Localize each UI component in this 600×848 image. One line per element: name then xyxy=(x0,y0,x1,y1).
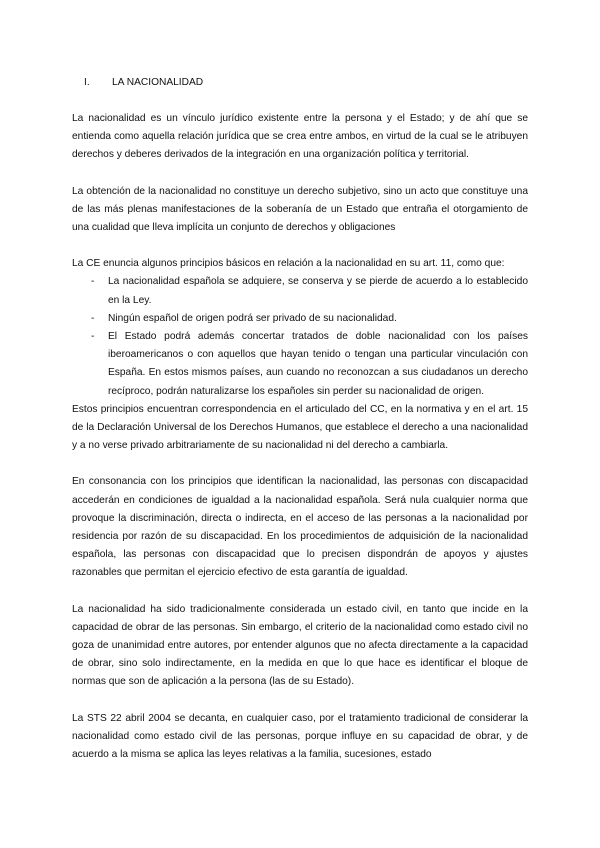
section-heading xyxy=(84,74,528,92)
dash-bullet: - xyxy=(91,312,95,324)
paragraph-correspondencia: Estos principios encuentran correspondencia en el articulado del CC, en la normativa y en el art. 15 de la Declaración Universal de los Derechos Humanos, que establece el derecho a una nacionalidad y a no verse privado arbitrariamente de su nacionalidad ni del derecho a cambiarla. xyxy=(72,403,528,452)
paragraph-sts: La STS 22 abril 2004 se decanta, en cualquier caso, por el tratamiento tradicional de considerar la nacionalidad como estado civil de las personas, porque influye en su capacidad de obrar, y de acuerdo a la misma se aplica las leyes relativas a la familia, sucesiones, estado xyxy=(72,712,528,761)
list-item xyxy=(72,328,528,401)
principles-list xyxy=(72,273,528,400)
paragraph-obtencion: La obtención de la nacionalidad no constituye un derecho subjetivo, sino un acto que constituye una de las más plenas manifestaciones de la soberanía de un Estado que entraña el otorgamiento de una cualidad que lleva implícita un conjunto de derechos y obligaciones xyxy=(72,185,528,234)
list-item xyxy=(72,310,528,328)
paragraph-definition: La nacionalidad es un vínculo jurídico existente entre la persona y el Estado; y de ahí que se entienda como aquella relación jurídica que se crea entre ambos, en virtud de la cual se le atribuyen derechos y deberes derivados de la integración en una organización política y territorial. xyxy=(72,113,528,161)
dash-bullet: - xyxy=(91,331,95,343)
dash-bullet: - xyxy=(91,276,95,288)
document-page xyxy=(72,74,528,782)
section-title: LA NACIONALIDAD xyxy=(112,77,204,88)
list-item-text: Ningún español de origen podrá ser privado de su nacionalidad. xyxy=(108,312,397,324)
list-item xyxy=(72,273,528,309)
list-item-text: El Estado podrá además concertar tratados de doble nacionalidad con los países iberoamericanos o con aquellos que hayan tenido o tengan una particular vinculación con España. En estos mismos países, aun cuando no reconozcan a sus ciudadanos un derecho recíproco, podrán naturalizarse los españoles sin perder su nacionalidad de origen. xyxy=(108,331,528,397)
list-item-text: La nacionalidad española se adquiere, se conserva y se pierde de acuerdo a lo establecido en la Ley. xyxy=(108,276,528,306)
paragraph-estado-civil: La nacionalidad ha sido tradicionalmente considerada un estado civil, en tanto que incide en la capacidad de obrar de las personas. Sin embargo, el criterio de la nacionalidad como estado civil no goza de unanimidad entre autores, por entender algunos que no afecta directamente a la capacidad de obrar, sino solo indirectamente, en la medida en que lo que hace es identificar el bloque de normas que son de aplicación a la persona (las de su Estado). xyxy=(72,603,528,688)
section-number: I. xyxy=(84,77,90,88)
paragraph-ce-principles: La CE enuncia algunos principios básicos en relación a la nacionalidad en su art. 11, como que: xyxy=(72,258,505,270)
paragraph-discapacidad: En consonancia con los principios que identifican la nacionalidad, las personas con discapacidad accederán en condiciones de igualdad a la nacionalidad española. Será nula cualquier norma que provoque la discriminación, directa o indirecta, en el acceso de las personas a la nacionalidad por residencia por razón de su discapacidad. En los procedimientos de adquisición de la nacionalidad española, las personas con discapacidad que lo precisen dispondrán de apoyos y ajustes razonables que permitan el ejercicio efectivo de esta garantía de igualdad. xyxy=(72,476,528,579)
